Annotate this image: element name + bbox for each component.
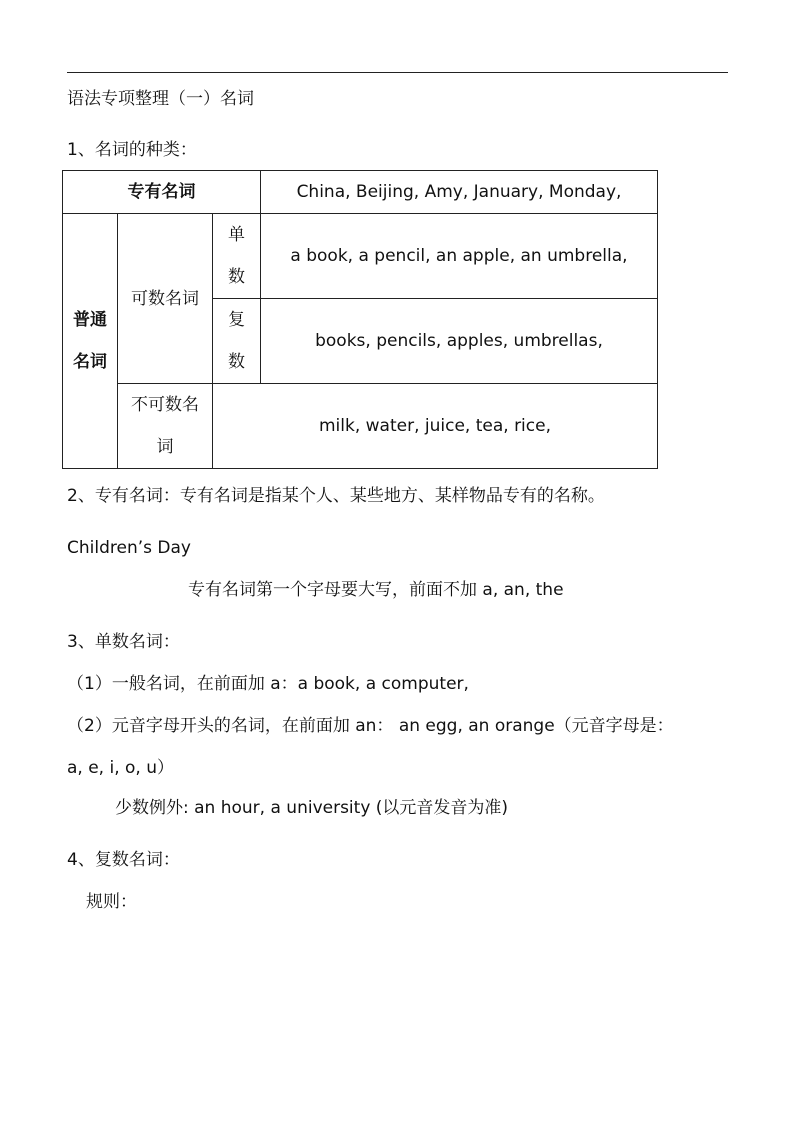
common-noun-label-line-1: 普通	[73, 310, 107, 330]
uncountable-examples: milk, water, juice, tea, rice,	[213, 384, 658, 469]
section-2-heading: 2、专有名词：专有名词是指某个人、某些地方、某样物品专有的名称。	[67, 486, 605, 506]
common-noun-label-line-2: 名词	[73, 352, 107, 372]
singular-rule-1: （1）一般名词，在前面加 a：a book, a computer,	[67, 674, 469, 694]
section-4-heading: 4、复数名词：	[67, 850, 180, 870]
noun-types-table	[62, 170, 658, 469]
section-3-heading: 3、单数名词：	[67, 632, 180, 652]
plural-label-line-2: 数	[228, 352, 245, 372]
section-1-heading: 1、名词的种类：	[67, 140, 197, 160]
proper-noun-example: Children’s Day	[67, 538, 191, 558]
common-noun-label	[63, 214, 118, 469]
page-title: 语法专项整理（一）名词	[67, 89, 254, 109]
countable-noun-label: 可数名词	[118, 214, 213, 384]
singular-label	[213, 214, 261, 299]
uncountable-label-line-2: 词	[156, 437, 174, 457]
singular-label-line-2: 数	[228, 267, 245, 287]
uncountable-noun-label	[118, 384, 213, 469]
plural-rules-label: 规则：	[86, 892, 137, 912]
proper-noun-label: 专有名词	[63, 171, 261, 214]
singular-rule-2: （2）元音字母开头的名词，在前面加 an： an egg, an orange（元音字母是：	[67, 716, 674, 736]
singular-exception: 少数例外: an hour, a university (以元音发音为准)	[115, 798, 509, 818]
plural-examples: books, pencils, apples, umbrellas,	[261, 299, 658, 384]
vowel-list: a, e, i, o, u）	[67, 758, 175, 778]
singular-label-line-1: 单	[228, 225, 245, 245]
singular-examples: a book, a pencil, an apple, an umbrella,	[261, 214, 658, 299]
plural-label-line-1: 复	[228, 310, 245, 330]
proper-noun-examples: China, Beijing, Amy, January, Monday,	[261, 171, 658, 214]
uncountable-label-line-1: 不可数名	[131, 395, 199, 415]
header-rule	[67, 72, 728, 73]
capitalization-rule: 专有名词第一个字母要大写，前面不加 a, an, the	[188, 580, 564, 600]
plural-label	[213, 299, 261, 384]
